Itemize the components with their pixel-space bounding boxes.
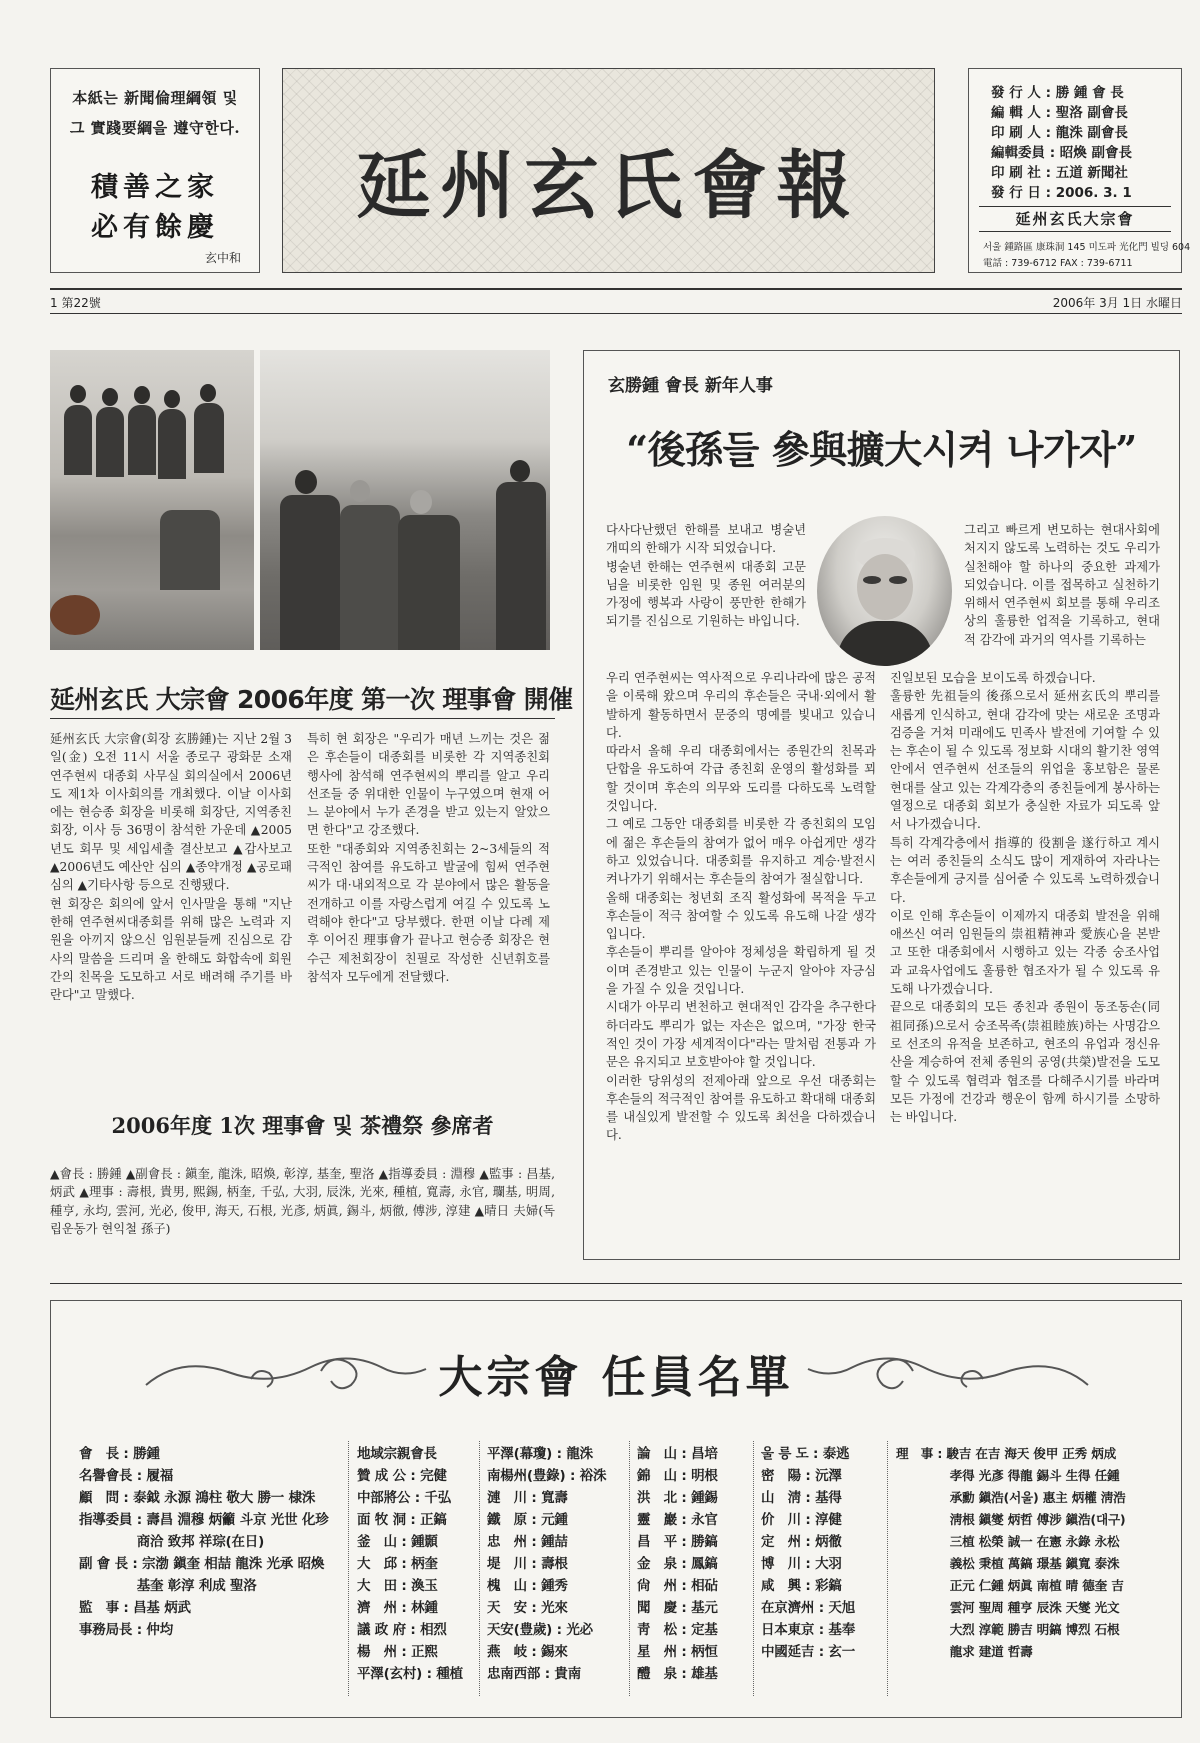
calligraphy-author: 玄中和 (204, 251, 241, 265)
chairman-portrait (817, 516, 952, 666)
masthead-rule-bottom (50, 313, 1182, 314)
attendees-list: ▲會長 : 勝鍾 ▲副會長 : 鎭奎, 龍洙, 昭煥, 彰淳, 基奎, 聖洛 ▲指導委員 : 淵穆 ▲監事 : 昌基, 炳武 ▲理事 : 壽根, 貴男, 熙錫, 柄奎, 千弘, 大羽, 辰洙, 光來, 種植, 寬壽, 永官, 瓓基, 明周, 種亨, 永均, 雲河, 光必, 俊甲, 海天, 石根, 光彥, 炳眞, 錫斗, 炳徹, 傅涉, 淳建 ▲晴日 夫婦(독립운동가 현익철 孫子) (50, 1167, 555, 1236)
printer: 印 刷 人 : 龍洙 副會長 (991, 125, 1128, 141)
roster-divider-5 (887, 1441, 888, 1696)
article2-column-1: 우리 연주현씨는 역사적으로 우리나라에 많은 공적을 이룩해 왔으며 우리의 후손들은 국내·외에서 활발하게 활동하면서 문중의 명예를 빛내고 있습니다. 따라서 올해 우리 대종회에서는 종원간의 친목과 단합을 유도하여 각급 종친회 운영의 활성화를 꾀할 것이며 후손의 의무와 도리를 다하도록 노력할 것입니다. 그 예로 그동안 대종회를 비롯한 각 종친회의 모임에 젊은 후손들의 참여가 없어 매우 아쉽게만 생각하고 있었습니다. 대종회를 유지하고 계승·발전시켜나가기 위해서는 후손들의 참여가 절실합니다. 올해 대종회는 청년회 조직 활성화에 목적을 두고 후손들이 적극 참여할 수 있도록 유도해 나갈 생각입니다. 후손들이 뿌리를 알아야 정체성을 확립하게 될 것이며 존경받고 있는 인물이 누군지 알아야 자긍심을 가질 수 있을 것입니다. 시대가 아무리 변천하고 현대적인 감각을 추구한다 하더라도 뿌리가 없는 자손은 없으며, "가장 한국적인 것이 가장 세계적이다"라는 말처럼 전통과 가문은 유지되고 보호받아야 할 것입니다. 이러한 당위성의 전제아래 앞으로 우선 대종회는 후손들의 적극적인 참여를 유도하고 확대해 대종회를 내실있게 발전할 수 있도록 최선을 다하겠습니다. (606, 671, 876, 1143)
masthead-rule-top (50, 288, 1182, 290)
attendees-title: 2006年度 1次 理事會 및 茶禮祭 參席者 (111, 1113, 494, 1138)
meeting-photo-1 (50, 350, 254, 650)
organization-phone: 電話 : 739-6712 FAX : 739-6711 (983, 258, 1133, 269)
article2-headline: “後孫들 參與擴大시켜 나가자” (626, 427, 1137, 472)
issue-date: 發 行 日 : 2006. 3. 1 (991, 185, 1132, 201)
calligraphy-line-1: 積善之家 (91, 172, 219, 203)
organization-address: 서울 鍾路區 康珠洞 145 미도파 光化門 빌딩 604 (983, 242, 1191, 253)
officer-roster-box (50, 1300, 1182, 1718)
editor: 編 輯 人 : 聖洛 副會長 (991, 105, 1128, 121)
roster-executives: 會 長 : 勝鍾 名譽會長 : 履福 顧 問 : 泰鉞 永源 鴻柱 敬大 勝一 棣洙 指導委員 : 壽昌 淵穆 炳籲 斗京 光世 化珍 商洽 致邦 祥琮(在日) 副 會 長 : 宗渤 鎭奎 相喆 龍洙 光承 昭煥 基奎 彰淳 利成 聖洛 監 事 : 昌基 炳武 事務局長 : 仲均 (79, 1446, 329, 1638)
roster-regional-chairs-3: 論 山 : 昌培 錦 山 : 明根 洪 北 : 鍾錫 靈 巖 : 永官 昌 平 : 勝鎬 金 泉 : 鳳鎬 尙 州 : 相砧 聞 慶 : 基元 靑 松 : 定基 星 州 : 柄恒 醴 泉 : 雄基 (637, 1446, 718, 1682)
roster-regional-chairs-2: 平澤(幕瓊) : 龍洙 南楊州(豊錄) : 裕洙 漣 川 : 寬壽 鐵 原 : 元鍾 忠 州 : 鍾喆 堤 川 : 壽根 槐 山 : 鍾秀 天 安 : 光來 天安(豊歲) : 光必 燕 岐 : 錫來 忠南西部 : 貴南 (487, 1446, 607, 1682)
article2-column-1-top: 다사다난했던 한해를 보내고 병술년 개띠의 한해가 시작 되었습니다. 병술년 한해는 연주현씨 대종회 고문님을 비롯한 임원 및 종원 여러분의 가정에 행복과 사랑이 풍만한 한해가 되기를 진심으로 기원하는 바입니다. (606, 523, 806, 629)
roster-divider-3 (629, 1441, 630, 1696)
roster-divider-1 (348, 1441, 349, 1696)
article2-kicker: 玄勝鍾 會長 新年人事 (608, 376, 773, 396)
organization-name: 延州玄氏大宗會 (979, 206, 1171, 232)
roster-divider-2 (479, 1441, 480, 1696)
roster-separator (50, 1283, 1182, 1284)
issue-number: 1 第22號 (50, 296, 101, 310)
print-house: 印 刷 社 : 五道 新聞社 (991, 165, 1128, 181)
meeting-photo-2 (260, 350, 550, 650)
article2-column-2: 진일보된 모습을 보이도록 하겠습니다. 훌륭한 先祖들의 後孫으로서 延州玄氏의 뿌리를 새롭게 인식하고, 현대 감각에 맞는 새로운 조명과 검증을 거쳐 미래에도 민족사 발전에 기여할 수 있는 후손이 될 수 있도록 정보화 시대의 활기찬 영역 안에서 연주현씨 선조들의 위업을 홍보함은 물론 현대를 살고 있는 각계각층의 종친들에게 봉사하는 열정으로 대종회 회보가 충실한 자료가 되도록 앞서 나가겠습니다. 특히 각계각층에서 指導的 役割을 遂行하고 계시는 여러 종친들의 소식도 많이 게재하여 자라나는 후손들에게 긍지를 심어줄 수 있도록 노력하겠습니다. 이로 인해 후손들이 이제까지 대종회 발전을 위해 애쓰신 여러 임원들의 崇祖精神과 愛族心을 본받고 또한 대종회에서 시행하고 있는 각종 숭조사업과 교육사업에도 훌륭한 협조자가 될 수 있도록 유도해 나가겠습니다. 끝으로 대종회의 모든 종친과 종원이 동조동손(同祖同孫)으로서 숭조목족(崇祖睦族)하는 사명감으로 선조의 유적을 보존하고, 현조의 유업과 정신유산을 계승하여 전체 종원의 공영(共榮)발전을 도모할 수 있도록 협력과 협조를 다해주시기를 바라며 모든 가정에 건강과 행운이 함께 하시기를 소망하는 바입니다. (890, 671, 1160, 1125)
publisher: 發 行 人 : 勝 鍾 會 長 (991, 85, 1124, 101)
editorial-committee: 編輯委員 : 昭煥 副會長 (991, 145, 1132, 161)
article1-headline: 延州玄氏 大宗會 2006年度 第一次 理事會 開催 (50, 685, 573, 714)
article1-rule (50, 718, 555, 719)
article1-column-1: 延州玄氏 大宗會(회장 玄勝鍾)는 지난 2월 3일(金) 오전 11시 서울 종로구 광화문 소재 연주현씨 대종회 사무실 회의실에서 2006년도 제1차 이사회의를 개최했다. 이날 이사회에는 현승종 회장을 비롯해 회장단, 지역종친회장, 이사 등 36명이 참석한 가운데 ▲2005년도 회무 및 세입세출 결산보고 ▲감사보고 ▲2006년도 예산안 심의 ▲종약개정 ▲공로패 심의 ▲기타사항 등으로 진행됐다. 현 회장은 회의에 앞서 인사말을 통해 "지난한해 연주현씨대종회를 위해 많은 노력과 지원을 아끼지 않으신 임원분들께 진심으로 감사의 말씀을 드리며 올 한해도 화합속에 회원간의 친목을 도모하고 서로 배려해 주기를 바란다"고 말했다. (50, 732, 292, 1003)
article1-column-2: 특히 현 회장은 "우리가 매년 느끼는 것은 젊은 후손들이 대종회를 비롯한 각 지역종친회 행사에 참석해 연주현씨의 뿌리를 알고 우리선조들 중 위대한 인물이 누구였으며 현재 어느 분야에서 누가 존경을 받고 있는지 알았으면 한다"고 강조했다. 또한 "대종회와 지역종친회는 2~3세들의 적극적인 참여를 유도하고 발굴에 힘써 연주현씨가 대·내외적으로 각 분야에서 많은 활동을 전개하고 이를 자랑스럽게 여길 수 있도록 노력해야 한다"고 당부했다. 한편 이날 다례 제후 이어진 理事會가 끝나고 현승종 회장은 현수근 제천회장이 친필로 작성한 신년휘호를 참석자 모두에게 전달했다. (307, 732, 550, 984)
motto-line-2: 그 實踐要綱을 遵守한다. (69, 119, 241, 137)
motto-line-1: 本紙는 新聞倫理綱領 및 (72, 89, 238, 107)
calligraphy-line-2: 必有餘慶 (91, 212, 219, 243)
roster-directors: 理 事 : 駿吉 在吉 海天 俊甲 正秀 炳成 孝得 光彥 得龍 錫斗 生得 任鍾 承勳 鎭浩(서울) 惠主 炳權 淸浩 淸根 鎭燮 炳哲 傅涉 鎭浩(대구) 三植 松榮 誠一 在憲 永錄 永松 義松 秉植 萬鎬 璟基 鎭寬 泰洙 正元 仁鍾 炳眞 南植 晴 德奎 吉 雲河 聖周 種亨 辰洙 天燮 光文 大烈 淳範 勝吉 明鎬 博烈 石根 龍求 建道 哲壽 (896, 1446, 1126, 1659)
roster-regional-chairs-4: 울 릉 도 : 泰逃 密 陽 : 沅澤 山 淸 : 基得 价 川 : 淳健 定 州 : 炳徹 博 川 : 大羽 咸 興 : 彩鎬 在京濟州 : 天旭 日本東京 : 基奉 中國延吉 : 玄一 (761, 1446, 855, 1660)
new-year-message-box (583, 350, 1180, 1260)
publication-info-box (968, 68, 1191, 273)
newspaper-title: 延州玄氏會報 (356, 143, 861, 229)
newspaper-title-box (282, 68, 935, 273)
roster-divider-4 (753, 1441, 754, 1696)
dateline-date: 2006年 3月 1日 水曜日 (1052, 296, 1182, 310)
article2-column-2-top: 그리고 빠르게 변모하는 현대사회에 처지지 않도록 노력하는 것도 우리가 실천해야 할 하나의 중요한 과제가 되었습니다. 이를 접목하고 실천하기 위해서 연주현씨 회보를 통해 우리조상의 훌륭한 업적을 기록하고, 현대적 감각에 과거의 역사를 기록하는 (964, 523, 1160, 647)
motto-box (50, 68, 260, 273)
roster-regional-chairs-1: 地域宗親會長 贊 成 公 : 完健 中部將公 : 千弘 面 牧 洞 : 正鎬 釜 山 : 鍾顥 大 邱 : 柄奎 大 田 : 渙玉 濟 州 : 林鍾 議 政 府 : 相烈 楊 州 : 正熙 平澤(玄村) : 種植 (357, 1446, 463, 1682)
roster-title: 大宗會 任員名單 (438, 1352, 794, 1403)
